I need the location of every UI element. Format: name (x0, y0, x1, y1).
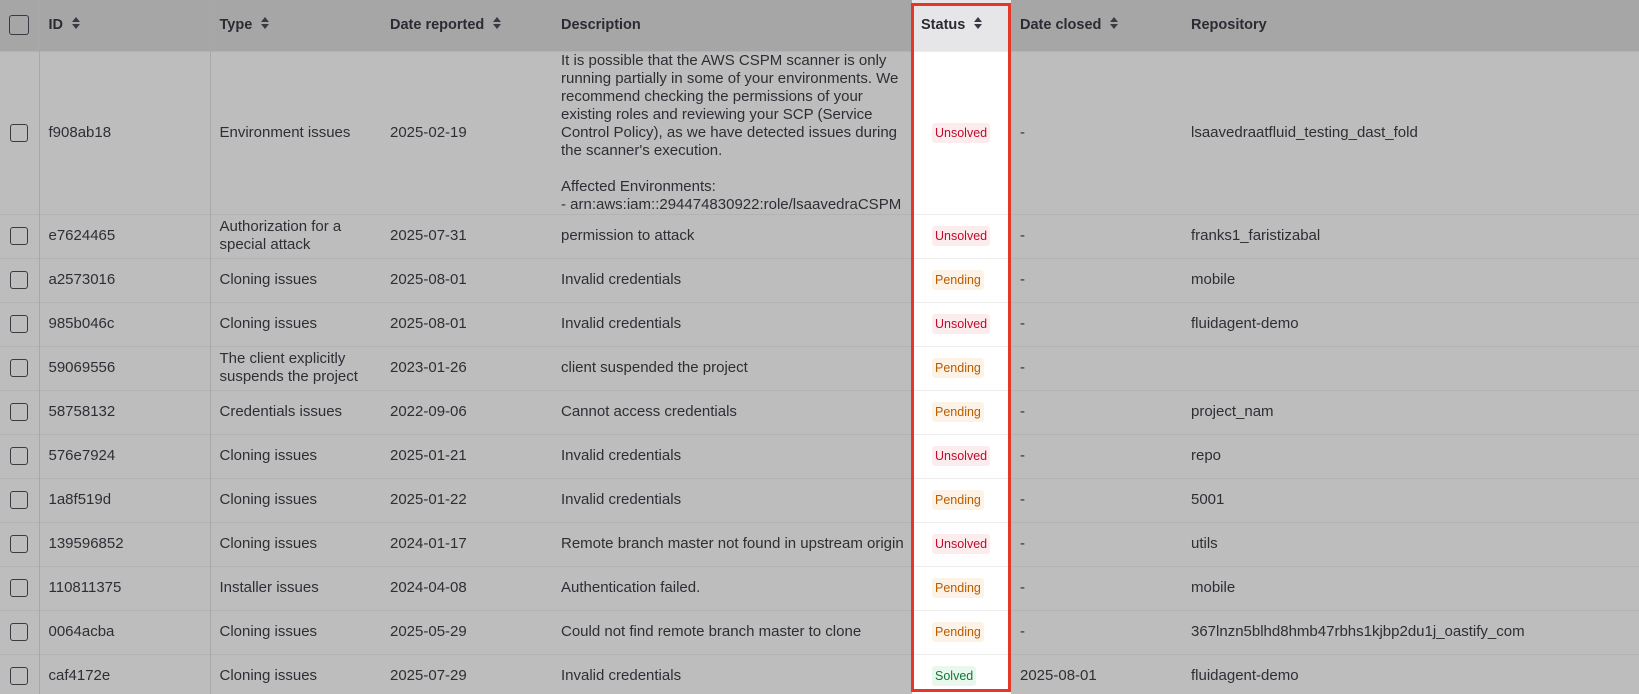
cell-date-closed: - (1020, 447, 1025, 464)
table-row[interactable] (0, 258, 1639, 302)
cell-description: Invalid credentials (561, 447, 682, 464)
cell-repository: lsaavedraatfluid_testing_dast_fold (1191, 123, 1418, 141)
row-select-cell (0, 566, 39, 610)
header-date-reported[interactable] (381, 0, 552, 51)
row-checkbox[interactable] (10, 403, 28, 421)
cell-status (912, 258, 1011, 302)
cell-status (912, 390, 1011, 434)
row-select-cell (0, 346, 39, 390)
cell-repository: 5001 (1191, 491, 1225, 508)
cell-type: Authorization for a special attack (219, 218, 342, 253)
cell-id: 0064acba (39, 610, 210, 654)
status-badge: Unsolved (932, 446, 990, 466)
row-checkbox[interactable] (10, 535, 28, 553)
cell-date-reported: 2025-07-29 (390, 667, 467, 685)
table-row[interactable] (0, 522, 1639, 566)
cell-status (912, 346, 1011, 390)
cell-type: Cloning issues (219, 667, 318, 685)
cell-repository: mobile (1191, 579, 1236, 596)
cell-date-closed: - (1020, 359, 1025, 376)
table-row[interactable] (0, 51, 1639, 214)
row-checkbox[interactable] (10, 227, 28, 245)
cell-type: Cloning issues (219, 271, 318, 288)
header-status[interactable] (912, 0, 1011, 51)
row-checkbox[interactable] (10, 623, 28, 641)
row-select-cell (0, 214, 39, 258)
status-badge: Unsolved (932, 226, 990, 246)
cell-type: Credentials issues (219, 403, 343, 420)
cell-description: permission to attack (561, 227, 695, 244)
cell-description: Invalid credentials (561, 271, 682, 288)
cell-date-reported: 2024-04-08 (390, 579, 467, 596)
table-row[interactable] (0, 610, 1639, 654)
header-repository (1182, 0, 1639, 51)
sort-icon[interactable] (1110, 17, 1118, 29)
status-badge: Pending (932, 622, 984, 642)
row-checkbox[interactable] (10, 579, 28, 597)
cell-date-closed: - (1020, 535, 1025, 552)
status-badge: Unsolved (932, 123, 990, 143)
row-select-cell (0, 478, 39, 522)
cell-date-closed: - (1020, 579, 1025, 596)
cell-date-reported: 2025-08-01 (390, 315, 467, 332)
row-select-cell (0, 390, 39, 434)
table-row[interactable] (0, 214, 1639, 258)
cell-repository (1182, 346, 1639, 390)
cell-id: 110811375 (39, 566, 210, 610)
cell-status (912, 478, 1011, 522)
header-id[interactable] (39, 0, 210, 51)
row-select-cell (0, 522, 39, 566)
cell-id: 59069556 (39, 346, 210, 390)
cell-repository: utils (1191, 535, 1218, 552)
row-select-cell (0, 258, 39, 302)
cell-repository: mobile (1191, 271, 1236, 288)
cell-type: Cloning issues (219, 623, 318, 640)
cell-status (912, 654, 1011, 694)
cell-status (912, 214, 1011, 258)
table-row[interactable] (0, 302, 1639, 346)
cell-repository: project_nam (1191, 403, 1274, 420)
row-checkbox[interactable] (10, 359, 28, 377)
cell-date-closed: - (1020, 123, 1025, 141)
cell-repository: fluidagent-demo (1191, 667, 1299, 685)
cell-id: 576e7924 (39, 434, 210, 478)
cell-id: 985b046c (39, 302, 210, 346)
cell-date-reported: 2025-01-22 (390, 491, 467, 508)
cell-description: Authentication failed. (561, 579, 701, 596)
header-date-closed-label: Date closed (1020, 17, 1102, 34)
row-checkbox[interactable] (10, 271, 28, 289)
cell-date-closed: 2025-08-01 (1020, 667, 1097, 685)
cell-description: client suspended the project (561, 359, 748, 376)
table-row[interactable] (0, 654, 1639, 694)
status-badge: Pending (932, 270, 984, 290)
header-date-closed[interactable] (1011, 0, 1182, 51)
header-status-label: Status (921, 17, 966, 34)
cell-date-reported: 2025-07-31 (390, 227, 467, 244)
cell-type: Cloning issues (219, 491, 318, 508)
cell-status (912, 434, 1011, 478)
cell-id: caf4172e (39, 654, 210, 694)
header-row (0, 0, 1639, 51)
row-select-cell (0, 610, 39, 654)
cell-description: Invalid credentials (561, 667, 682, 685)
header-repository-label: Repository (1191, 17, 1267, 34)
cell-date-reported: 2025-05-29 (390, 623, 467, 640)
cell-id: 139596852 (39, 522, 210, 566)
cell-description: Remote branch master not found in upstream origin (561, 535, 904, 552)
select-all-checkbox[interactable] (9, 15, 29, 35)
cell-id: a2573016 (39, 258, 210, 302)
status-badge: Unsolved (932, 314, 990, 334)
status-badge: Pending (932, 578, 984, 598)
header-id-label: ID (48, 17, 63, 34)
row-checkbox[interactable] (10, 667, 28, 685)
cell-date-reported: 2025-01-21 (390, 447, 467, 464)
sort-icon[interactable] (261, 17, 269, 29)
table-row[interactable] (0, 390, 1639, 434)
header-description-label: Description (561, 17, 641, 34)
table-body (0, 51, 1639, 694)
row-select-cell (0, 302, 39, 346)
cell-date-reported: 2024-01-17 (390, 535, 467, 552)
row-checkbox[interactable] (10, 491, 28, 509)
cell-status (912, 566, 1011, 610)
header-date-reported-label: Date reported (390, 17, 485, 34)
cell-date-closed: - (1020, 227, 1025, 244)
cell-id: 1a8f519d (39, 478, 210, 522)
row-select-cell (0, 434, 39, 478)
cell-date-reported: 2025-02-19 (390, 123, 467, 141)
cell-date-closed: - (1020, 403, 1025, 420)
cell-repository: fluidagent-demo (1191, 315, 1299, 332)
header-type[interactable] (210, 0, 381, 51)
cell-date-reported: 2025-08-01 (390, 271, 467, 288)
cell-description: Cannot access credentials (561, 403, 737, 420)
cell-date-closed: - (1020, 271, 1025, 288)
table-row[interactable] (0, 434, 1639, 478)
table-header (0, 0, 1639, 51)
header-description (552, 0, 912, 51)
cell-date-closed: - (1020, 315, 1025, 332)
cell-repository: 367lnzn5blhd8hmb47rbhs1kjbp2du1j_oastify_com (1191, 623, 1525, 640)
row-select-cell (0, 654, 39, 694)
header-type-label: Type (219, 17, 253, 34)
cell-date-reported: 2023-01-26 (390, 359, 467, 376)
row-checkbox[interactable] (10, 447, 28, 465)
cell-description: Invalid credentials (561, 315, 682, 332)
cell-type: Cloning issues (219, 535, 318, 552)
cell-id: e7624465 (39, 214, 210, 258)
row-select-cell (0, 51, 39, 214)
cell-date-closed: - (1020, 623, 1025, 640)
sort-icon[interactable] (493, 17, 501, 29)
status-badge: Pending (932, 358, 984, 378)
cell-repository: repo (1191, 447, 1222, 464)
table-row[interactable] (0, 566, 1639, 610)
cell-type: Environment issues (219, 123, 351, 141)
cell-repository: franks1_faristizabal (1191, 227, 1321, 244)
cell-id: 58758132 (39, 390, 210, 434)
cell-description: It is possible that the AWS CSPM scanner is only running partially in some of your environments. We recommend checking the permissions of your existing roles and reviewing your SCP (Service Control Policy), as we have detected issues during the scanner's execution. Affected Environments: - arn:aws:iam::294474830922:role/lsaavedraCSPM (561, 51, 902, 213)
sort-icon[interactable] (974, 17, 982, 29)
status-badge: Pending (932, 402, 984, 422)
cell-status (912, 610, 1011, 654)
cell-description: Could not find remote branch master to clone (561, 623, 862, 640)
cell-description: Invalid credentials (561, 491, 682, 508)
status-badge: Solved (932, 666, 976, 686)
table-row[interactable] (0, 478, 1639, 522)
row-checkbox[interactable] (10, 315, 28, 333)
status-badge: Unsolved (932, 534, 990, 554)
cell-type: Installer issues (219, 579, 319, 596)
status-badge: Pending (932, 490, 984, 510)
sort-icon[interactable] (72, 17, 80, 29)
cell-type: Cloning issues (219, 315, 318, 332)
cell-status (912, 51, 1011, 214)
cell-id: f908ab18 (39, 51, 210, 214)
cell-type: The client explicitly suspends the project (219, 350, 358, 385)
select-all-cell (0, 0, 39, 51)
cell-type: Cloning issues (219, 447, 318, 464)
cell-date-closed: - (1020, 491, 1025, 508)
cell-status (912, 302, 1011, 346)
row-checkbox[interactable] (10, 124, 28, 142)
cell-date-reported: 2022-09-06 (390, 403, 467, 420)
cell-status (912, 522, 1011, 566)
table-row[interactable] (0, 346, 1639, 390)
